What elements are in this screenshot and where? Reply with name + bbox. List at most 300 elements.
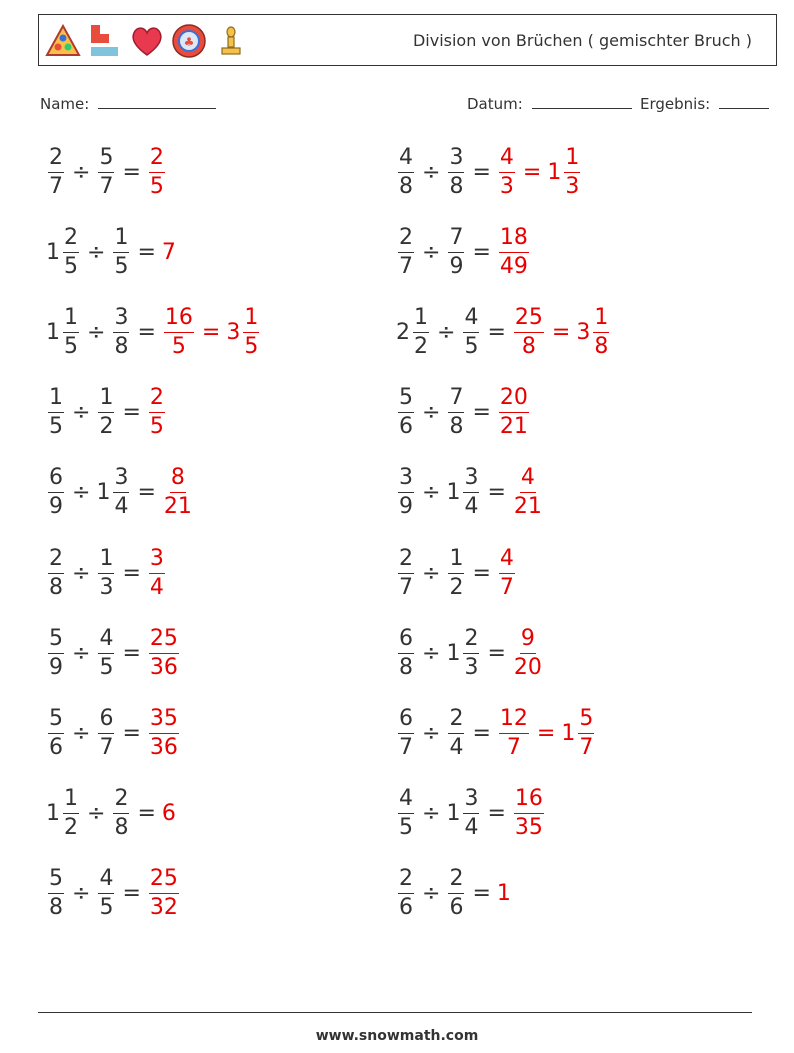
denominator: 4 xyxy=(449,734,464,760)
fraction xyxy=(398,868,414,919)
numerator: 18 xyxy=(499,227,529,253)
whole-number: 1 xyxy=(96,480,111,506)
chess-bishop-icon xyxy=(213,23,249,59)
fraction xyxy=(149,387,165,438)
numerator: 3 xyxy=(463,467,479,493)
fraction xyxy=(463,467,479,518)
equals-sign: = xyxy=(472,159,491,185)
dividend xyxy=(396,788,416,839)
dividend xyxy=(396,705,416,760)
numerator: 1 xyxy=(413,307,429,333)
fraction xyxy=(48,868,64,919)
denominator: 8 xyxy=(114,333,129,359)
divisor xyxy=(461,304,481,359)
date-label: Datum: xyxy=(467,95,523,113)
fraction xyxy=(499,224,529,279)
equals-sign: = xyxy=(487,480,506,506)
denominator: 5 xyxy=(49,414,63,440)
numerator: 1 xyxy=(48,387,64,413)
denominator: 5 xyxy=(399,815,413,841)
fraction xyxy=(513,625,542,680)
fraction xyxy=(448,144,464,199)
numerator: 3 xyxy=(149,548,165,574)
dividend xyxy=(46,304,81,359)
dividend xyxy=(396,868,416,919)
answer-value xyxy=(561,705,596,760)
denominator: 8 xyxy=(449,173,464,199)
fraction xyxy=(448,705,464,760)
equals-sign: = xyxy=(472,400,491,426)
numerator: 5 xyxy=(48,868,64,894)
numerator: 4 xyxy=(398,147,414,173)
denominator: 21 xyxy=(499,414,528,440)
numerator: 5 xyxy=(48,708,64,734)
numerator: 1 xyxy=(564,147,580,173)
numerator: 2 xyxy=(113,788,129,814)
divisor xyxy=(446,788,481,839)
answer-value xyxy=(512,304,546,359)
result-blank[interactable] xyxy=(719,94,769,109)
fraction xyxy=(499,144,515,199)
fraction xyxy=(98,144,114,199)
answer-value xyxy=(226,304,261,359)
answer xyxy=(497,881,512,906)
answer xyxy=(147,545,167,600)
denominator: 8 xyxy=(521,333,536,359)
divisor xyxy=(446,705,466,760)
denominator: 5 xyxy=(149,173,164,199)
fraction xyxy=(48,144,64,199)
denominator: 6 xyxy=(49,734,63,760)
divisor xyxy=(446,144,466,199)
numerator: 25 xyxy=(149,868,179,894)
whole-number: 1 xyxy=(446,801,461,827)
divisor xyxy=(96,868,116,919)
dividend xyxy=(46,224,81,279)
fraction xyxy=(149,625,179,680)
divide-sign: ÷ xyxy=(422,881,441,907)
numerator: 2 xyxy=(398,548,414,574)
whole-number: 1 xyxy=(46,801,60,827)
fraction xyxy=(398,387,414,438)
fraction xyxy=(593,304,609,359)
equals-sign: = xyxy=(487,319,506,345)
worksheet-title: Division von Brüchen ( gemischter Bruch ) xyxy=(412,31,752,50)
fraction xyxy=(149,868,179,919)
problem-item xyxy=(396,463,544,523)
fraction xyxy=(463,625,479,680)
answer-value xyxy=(162,304,196,359)
denominator: 8 xyxy=(449,414,464,440)
dividend xyxy=(46,705,66,760)
divisor xyxy=(446,868,466,919)
divide-sign: ÷ xyxy=(87,801,106,827)
answer-value xyxy=(147,705,181,760)
denominator: 36 xyxy=(149,654,178,680)
numerator: 2 xyxy=(149,387,165,413)
denominator: 32 xyxy=(149,895,178,921)
problem-item xyxy=(46,222,177,282)
whole-number: 1 xyxy=(446,640,461,666)
answer-value xyxy=(162,240,177,265)
divisor xyxy=(446,625,481,680)
numerator: 6 xyxy=(398,628,414,654)
denominator: 5 xyxy=(464,333,479,359)
fraction xyxy=(98,625,114,680)
equals-sign: = xyxy=(137,801,156,827)
equals-sign: = xyxy=(551,319,571,345)
problem-item xyxy=(46,784,177,844)
equals-sign: = xyxy=(122,560,141,586)
whole-number: 2 xyxy=(396,319,410,345)
denominator: 7 xyxy=(99,734,114,760)
divide-sign: ÷ xyxy=(422,640,441,666)
numerator: 1 xyxy=(63,307,79,333)
fraction xyxy=(63,304,79,359)
result-field[interactable] xyxy=(640,94,769,113)
answer-value xyxy=(162,801,177,826)
problem-item xyxy=(46,864,181,924)
denominator: 2 xyxy=(99,414,114,440)
problem-item xyxy=(396,703,596,763)
equals-sign: = xyxy=(137,239,156,265)
equals-sign: = xyxy=(137,319,156,345)
problem-item xyxy=(396,302,611,362)
divisor xyxy=(96,387,116,438)
answer-value xyxy=(147,144,167,199)
denominator: 7 xyxy=(399,574,413,600)
dividend xyxy=(396,144,416,199)
equals-sign: = xyxy=(122,720,141,746)
fraction xyxy=(98,387,114,438)
numerator: 2 xyxy=(63,227,79,253)
fraction xyxy=(243,304,259,359)
divide-sign: ÷ xyxy=(422,400,441,426)
denominator: 4 xyxy=(114,494,129,520)
fraction xyxy=(514,304,544,359)
answer xyxy=(497,705,596,760)
answer-value xyxy=(162,467,194,518)
equals-sign: = xyxy=(487,640,506,666)
answer-value xyxy=(576,304,611,359)
denominator: 6 xyxy=(399,414,413,440)
numerator: 2 xyxy=(48,147,64,173)
answer-value xyxy=(147,625,181,680)
fraction xyxy=(499,545,515,600)
equals-sign: = xyxy=(472,560,491,586)
divide-sign: ÷ xyxy=(72,159,91,185)
whole-number: 1 xyxy=(446,480,461,506)
numerator: 12 xyxy=(499,708,529,734)
dividend xyxy=(46,868,66,919)
footer-divider xyxy=(38,1012,752,1013)
equals-sign: = xyxy=(472,881,491,907)
numerator: 25 xyxy=(514,307,544,333)
date-field[interactable] xyxy=(467,94,632,113)
fraction xyxy=(448,224,464,279)
denominator: 5 xyxy=(99,654,114,680)
numerator: 1 xyxy=(63,788,79,814)
divide-sign: ÷ xyxy=(437,319,456,345)
numerator: 35 xyxy=(149,708,179,734)
denominator: 4 xyxy=(149,574,164,600)
fraction xyxy=(398,224,414,279)
denominator: 7 xyxy=(579,734,594,760)
whole-number: 1 xyxy=(547,159,562,185)
equals-sign: = xyxy=(487,801,506,827)
name-field[interactable] xyxy=(40,94,216,113)
fraction xyxy=(164,467,192,518)
fraction xyxy=(48,387,64,438)
answer xyxy=(512,467,544,518)
divisor xyxy=(96,625,116,680)
numerator: 2 xyxy=(149,147,165,173)
divide-sign: ÷ xyxy=(422,239,441,265)
divide-sign: ÷ xyxy=(422,801,441,827)
answer xyxy=(497,387,531,438)
fraction xyxy=(164,304,194,359)
divisor xyxy=(96,467,131,518)
equals-sign: = xyxy=(536,720,556,746)
whole-number: 1 xyxy=(561,720,576,746)
divide-sign: ÷ xyxy=(72,640,91,666)
fraction xyxy=(448,387,464,438)
denominator: 3 xyxy=(499,173,514,199)
divide-sign: ÷ xyxy=(422,480,441,506)
problem-item xyxy=(396,142,582,202)
denominator: 6 xyxy=(399,895,413,921)
problem-item xyxy=(46,302,261,362)
equals-sign: = xyxy=(122,881,141,907)
fraction xyxy=(113,224,129,279)
fraction xyxy=(499,387,529,438)
numerator: 3 xyxy=(448,147,464,173)
denominator: 7 xyxy=(499,574,514,600)
answer xyxy=(162,467,194,518)
dividend xyxy=(396,625,416,680)
numerator: 4 xyxy=(499,147,515,173)
whole-number: 3 xyxy=(576,319,591,345)
fraction xyxy=(564,144,580,199)
answer xyxy=(147,387,167,438)
answer-value xyxy=(547,144,582,199)
dividend xyxy=(46,625,66,680)
denominator: 21 xyxy=(513,494,542,520)
denominator: 3 xyxy=(464,654,479,680)
answer xyxy=(162,304,261,359)
numerator: 3 xyxy=(113,467,129,493)
numerator: 6 xyxy=(98,708,114,734)
fraction xyxy=(398,467,414,518)
numerator: 6 xyxy=(398,708,414,734)
numerator: 5 xyxy=(578,708,594,734)
worksheet-header xyxy=(38,14,777,66)
numerator: 2 xyxy=(463,628,479,654)
answer xyxy=(497,224,531,279)
numerator: 1 xyxy=(98,387,114,413)
answer-value xyxy=(497,387,531,438)
name-blank[interactable] xyxy=(98,94,216,109)
answer-value xyxy=(497,224,531,279)
whole-number: 1 xyxy=(496,881,511,907)
denominator: 49 xyxy=(499,253,528,279)
divisor xyxy=(446,467,481,518)
problem-item xyxy=(46,383,167,443)
problem-item xyxy=(46,142,167,202)
whole-number: 7 xyxy=(161,239,176,265)
dividend xyxy=(46,144,66,199)
numerator: 2 xyxy=(448,708,464,734)
numerator: 5 xyxy=(48,628,64,654)
denominator: 8 xyxy=(114,815,129,841)
dividend xyxy=(396,224,416,279)
numerator: 4 xyxy=(398,788,414,814)
dividend xyxy=(396,304,431,359)
numerator: 2 xyxy=(448,868,464,894)
denominator: 7 xyxy=(506,734,521,760)
fraction xyxy=(113,304,129,359)
billiard-rack-icon xyxy=(45,23,81,59)
fraction xyxy=(98,705,114,760)
divide-sign: ÷ xyxy=(72,881,91,907)
date-blank[interactable] xyxy=(532,94,632,109)
fraction xyxy=(398,545,414,600)
numerator: 4 xyxy=(499,548,515,574)
denominator: 2 xyxy=(64,815,78,841)
answer-value xyxy=(512,788,546,839)
numerator: 8 xyxy=(170,467,186,493)
denominator: 7 xyxy=(49,173,63,199)
fraction xyxy=(413,304,429,359)
denominator: 35 xyxy=(514,815,543,841)
denominator: 2 xyxy=(449,574,464,600)
fraction xyxy=(48,467,64,518)
fraction xyxy=(113,467,129,518)
denominator: 5 xyxy=(149,414,164,440)
equals-sign: = xyxy=(472,720,491,746)
problem-item xyxy=(46,703,181,763)
fraction xyxy=(398,144,414,199)
whole-number: 1 xyxy=(46,239,60,265)
problem-item xyxy=(46,463,194,523)
dividend xyxy=(396,387,416,438)
denominator: 21 xyxy=(163,494,192,520)
numerator: 1 xyxy=(593,307,609,333)
denominator: 5 xyxy=(244,333,259,359)
denominator: 4 xyxy=(464,815,479,841)
denominator: 6 xyxy=(449,895,464,921)
numerator: 1 xyxy=(448,548,464,574)
numerator: 3 xyxy=(113,307,129,333)
problem-item xyxy=(46,543,167,603)
fraction xyxy=(48,545,64,600)
divisor xyxy=(111,224,131,279)
problem-item xyxy=(396,383,531,443)
denominator: 20 xyxy=(513,654,542,680)
answer-value xyxy=(512,625,544,680)
equals-sign: = xyxy=(472,239,491,265)
denominator: 5 xyxy=(64,333,78,359)
answer xyxy=(497,144,582,199)
equals-sign: = xyxy=(122,159,141,185)
numerator: 9 xyxy=(520,628,536,654)
dividend xyxy=(396,545,416,600)
dividend xyxy=(46,545,66,600)
divisor xyxy=(446,387,466,438)
fraction xyxy=(48,705,64,760)
whole-number: 3 xyxy=(226,319,241,345)
fraction xyxy=(113,788,129,839)
answer xyxy=(162,240,177,265)
problem-item xyxy=(396,784,546,844)
equals-sign: = xyxy=(122,640,141,666)
header-icons xyxy=(45,22,255,60)
numerator: 6 xyxy=(48,467,64,493)
fraction xyxy=(448,868,464,919)
numerator: 16 xyxy=(514,788,544,814)
divide-sign: ÷ xyxy=(72,480,91,506)
denominator: 7 xyxy=(99,173,114,199)
whole-number: 1 xyxy=(46,319,60,345)
fraction xyxy=(514,467,542,518)
answer-value xyxy=(512,467,544,518)
numerator: 3 xyxy=(463,788,479,814)
divisor xyxy=(96,545,116,600)
equals-sign: = xyxy=(122,400,141,426)
equals-sign: = xyxy=(201,319,221,345)
answer-value xyxy=(497,881,512,906)
divide-sign: ÷ xyxy=(72,560,91,586)
result-label: Ergebnis: xyxy=(640,95,711,113)
divide-sign: ÷ xyxy=(422,159,441,185)
divisor xyxy=(446,545,466,600)
denominator: 36 xyxy=(149,734,178,760)
fraction xyxy=(398,705,414,760)
equals-sign: = xyxy=(137,480,156,506)
problem-item xyxy=(46,623,181,683)
answer xyxy=(512,304,611,359)
poker-chip-icon xyxy=(171,23,207,59)
numerator: 16 xyxy=(164,307,194,333)
denominator: 9 xyxy=(49,654,63,680)
denominator: 9 xyxy=(449,253,464,279)
denominator: 2 xyxy=(414,333,428,359)
fraction xyxy=(398,625,414,680)
dividend xyxy=(46,788,81,839)
problem-item xyxy=(396,623,544,683)
numerator: 7 xyxy=(448,227,464,253)
fraction xyxy=(149,705,179,760)
numerator: 20 xyxy=(499,387,529,413)
fraction xyxy=(514,788,544,839)
denominator: 8 xyxy=(594,333,609,359)
numerator: 5 xyxy=(98,147,114,173)
answer xyxy=(497,545,517,600)
denominator: 3 xyxy=(565,173,580,199)
numerator: 4 xyxy=(98,868,114,894)
tetris-blocks-icon xyxy=(87,23,123,59)
denominator: 9 xyxy=(399,494,413,520)
answer xyxy=(162,801,177,826)
answer-value xyxy=(497,144,517,199)
heart-icon xyxy=(129,23,165,59)
denominator: 5 xyxy=(99,895,114,921)
answer-value xyxy=(147,868,181,919)
answer-value xyxy=(147,387,167,438)
whole-number: 6 xyxy=(161,801,176,827)
denominator: 8 xyxy=(49,895,63,921)
numerator: 4 xyxy=(463,307,479,333)
